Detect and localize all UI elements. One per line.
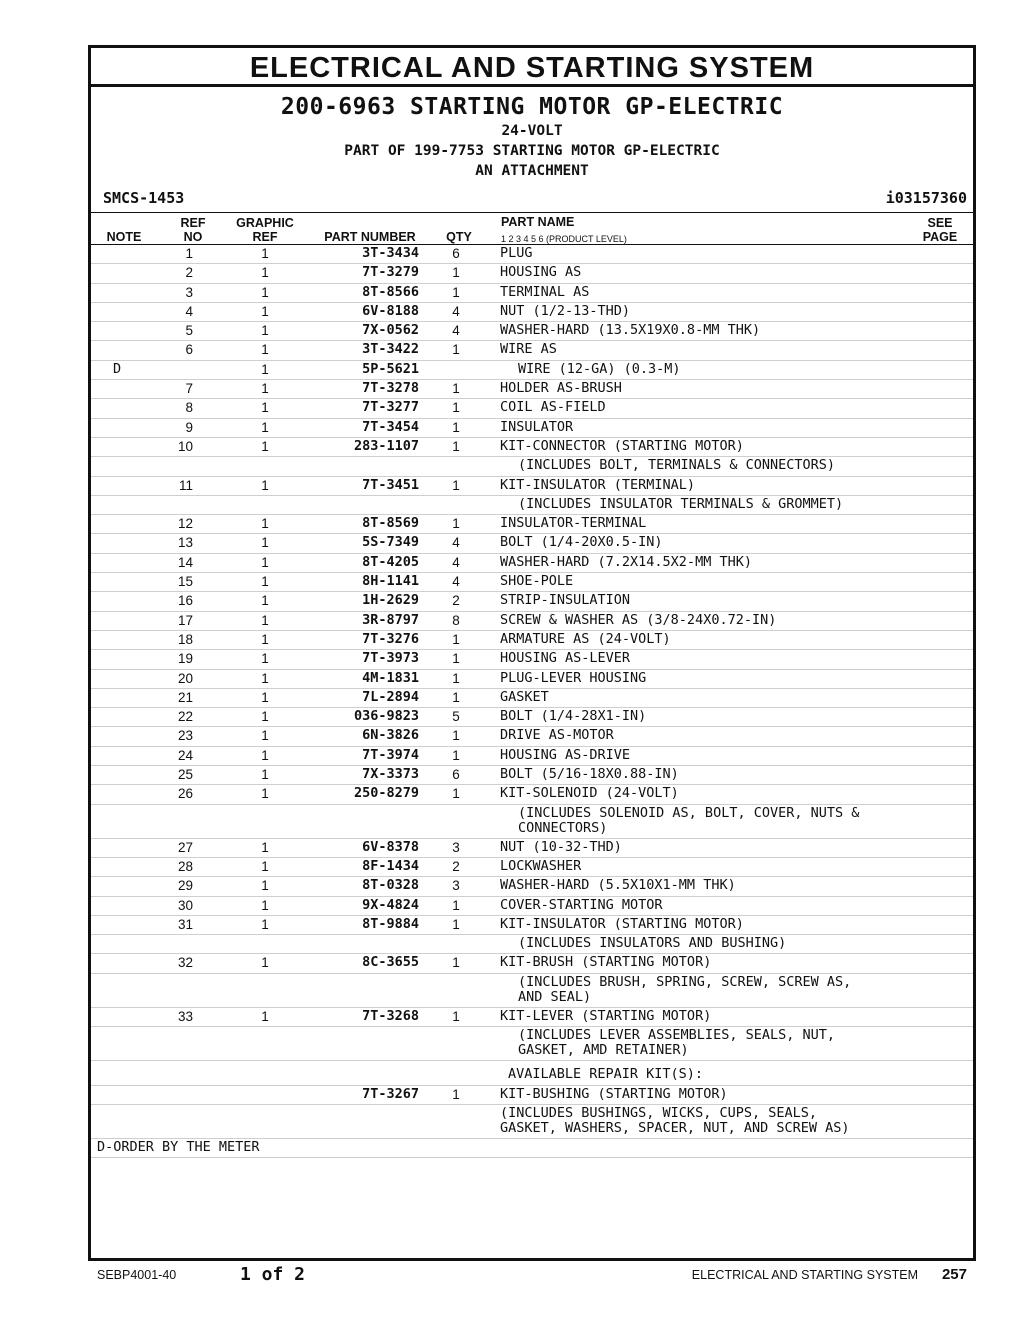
part-number-cell: 036-9823 [353,708,419,725]
table-row [91,457,973,476]
part-name-cell: SCREW & WASHER AS (3/8-24X0.72-IN) [500,611,777,628]
part-number-cell: 7T-3454 [362,418,419,435]
qty-cell: 1 [452,284,460,300]
subtitle-attachment: AN ATTACHMENT [475,163,589,179]
graphic-ref-cell: 1 [261,342,269,358]
table-row [91,858,973,877]
part-number-cell: 7T-3451 [362,476,419,493]
product-level-scale: 1 2 3 4 5 6 (PRODUCT LEVEL) [501,234,627,244]
table-row [91,897,973,916]
table-row [91,974,973,1008]
graphic-ref-cell: 1 [261,323,269,339]
col-see-page-line1: SEE [927,216,953,230]
ref-no-cell: 13 [177,535,193,551]
qty-cell: 4 [452,323,460,339]
part-number-cell: 8T-8569 [362,515,419,532]
table-row [91,689,973,708]
part-name-cell: (INCLUDES SOLENOID AS, BOLT, COVER, NUTS & CONNECTORS) [518,804,860,836]
graphic-ref-cell: 1 [261,419,269,435]
part-number-cell: 4M-1831 [362,669,419,686]
part-number-cell: 7L-2894 [362,688,419,705]
table-row [91,708,973,727]
qty-cell: 4 [452,303,460,319]
qty-cell: 1 [452,342,460,358]
part-number-cell: 5S-7349 [362,534,419,551]
table-row [91,954,973,973]
section-title: ELECTRICAL AND STARTING SYSTEM [249,52,815,84]
qty-cell: 1 [452,516,460,532]
part-name-cell: (INCLUDES LEVER ASSEMBLIES, SEALS, NUT, GASKET, AMD RETAINER) [518,1026,835,1058]
part-number-cell: 283-1107 [353,437,419,454]
illustration-id: i03157360 [885,189,967,207]
graphic-ref-cell: 1 [261,516,269,532]
table-row [91,303,973,322]
graphic-ref-cell: 1 [261,631,269,647]
qty-cell: 6 [452,246,460,261]
part-number-cell: 5P-5621 [362,360,419,377]
part-number-cell: 3T-3434 [362,245,419,261]
table-row [91,612,973,631]
part-number-cell: 6V-8378 [362,838,419,855]
table-row [91,264,973,283]
qty-cell: 1 [452,631,460,647]
graphic-ref-cell: 1 [261,858,269,874]
ref-no-cell: 25 [177,767,193,783]
ref-no-cell: 18 [177,631,193,647]
qty-cell: 2 [452,593,460,609]
footer-page-number: 257 [941,1266,967,1283]
graphic-ref-cell: 1 [261,878,269,894]
part-name-cell: KIT-CONNECTOR (STARTING MOTOR) [500,437,744,454]
ref-no-cell: 29 [177,878,193,894]
part-name-cell: COIL AS-FIELD [500,399,606,416]
ref-no-cell: 26 [177,786,193,802]
graphic-ref-cell: 1 [261,381,269,397]
table-row [91,839,973,858]
col-ref-no-line1: REF [180,216,206,230]
col-see-page-line2: PAGE [922,230,958,244]
part-number-cell: 8T-4205 [362,553,419,570]
qty-cell: 1 [452,897,460,913]
ref-no-cell: 4 [185,303,193,319]
part-name-cell: SHOE-POLE [500,573,574,590]
qty-cell: 2 [452,858,460,874]
part-number-cell: 6N-3826 [362,727,419,744]
table-row [91,341,973,360]
part-number-cell: 3R-8797 [362,611,419,628]
part-name-cell: (INCLUDES INSULATORS AND BUSHING) [518,935,787,952]
qty-cell: 6 [452,767,460,783]
table-row [91,322,973,341]
part-name-cell: HOUSING AS [500,264,582,281]
table-row [91,1027,973,1061]
qty-cell: 1 [452,786,460,802]
col-ref-no-line2: NO [183,230,203,244]
ref-no-cell: 11 [178,477,193,493]
qty-cell: 1 [452,955,460,971]
ref-no-cell: 12 [177,516,193,532]
graphic-ref-cell: 1 [261,839,269,855]
table-row [91,1086,973,1105]
part-name-cell: HOUSING AS-LEVER [500,650,631,667]
smcs-code: SMCS-1453 [103,189,185,207]
ref-no-cell: 27 [177,839,193,855]
graphic-ref-cell: 1 [261,400,269,416]
qty-cell: 1 [452,916,460,932]
qty-cell: 3 [452,839,460,855]
part-number-cell: 250-8279 [353,785,419,802]
table-row [91,670,973,689]
table-row [91,399,973,418]
graphic-ref-cell: 1 [261,593,269,609]
graphic-ref-cell: 1 [261,689,269,705]
part-name-cell: WIRE AS [500,341,557,358]
table-row [91,916,973,935]
graphic-ref-cell: 1 [261,265,269,281]
subtitle-parent: PART OF 199-7753 STARTING MOTOR GP-ELECTRIC [344,143,720,159]
part-name-cell: KIT-INSULATOR (TERMINAL) [500,476,696,493]
graphic-ref-cell: 1 [261,246,269,261]
part-number-cell: 8T-9884 [362,915,419,932]
part-name-cell: WIRE (12-GA) (0.3-M) [518,360,681,377]
part-number-cell: 7T-3278 [362,380,419,397]
graphic-ref-cell: 1 [261,477,269,493]
part-name-cell: HOLDER AS-BRUSH [500,380,622,397]
graphic-ref-cell: 1 [261,574,269,590]
table-row [91,284,973,303]
part-name-cell: KIT-LEVER (STARTING MOTOR) [500,1007,712,1024]
ref-no-cell: 2 [185,265,193,281]
parts-table [91,245,973,1158]
ref-no-cell: 7 [185,381,193,397]
ref-no-cell: 14 [177,554,193,570]
ref-no-cell: 33 [177,1008,193,1024]
table-row [91,1105,973,1139]
ref-no-cell: 1 [185,246,193,261]
ref-no-cell: 15 [177,574,193,590]
part-number-cell: 7T-3279 [362,264,419,281]
qty-cell: 1 [452,419,460,435]
part-name-cell: INSULATOR [500,418,574,435]
part-name-cell: KIT-BUSHING (STARTING MOTOR) [500,1085,728,1102]
graphic-ref-cell: 1 [261,554,269,570]
table-row [91,650,973,669]
table-row [91,573,973,592]
table-row [91,877,973,896]
table-row [91,1061,973,1086]
part-name-cell: KIT-BRUSH (STARTING MOTOR) [500,954,712,971]
qty-cell: 4 [452,574,460,590]
graphic-ref-cell: 1 [261,612,269,628]
graphic-ref-cell: 1 [261,651,269,667]
note-cell: D [113,360,122,377]
graphic-ref-cell: 1 [261,728,269,744]
table-row [91,477,973,496]
graphic-ref-cell: 1 [261,303,269,319]
part-number-cell: 7T-3268 [362,1007,419,1024]
part-number-cell: 8C-3655 [362,954,419,971]
part-number-cell: 9X-4824 [362,896,419,913]
qty-cell: 1 [452,747,460,763]
ref-no-cell: 5 [185,323,193,339]
table-row [91,935,973,954]
section-title-bar [91,48,973,87]
part-number-cell: 8T-0328 [362,877,419,894]
graphic-ref-cell: 1 [261,955,269,971]
ref-no-cell: 28 [177,858,193,874]
graphic-ref-cell: 1 [261,284,269,300]
graphic-ref-cell: 1 [261,709,269,725]
ref-no-cell: 32 [177,955,193,971]
part-name-cell: (INCLUDES BRUSH, SPRING, SCREW, SCREW AS, AND SEAL) [518,973,852,1005]
qty-cell: 4 [452,554,460,570]
ref-no-cell: 21 [177,689,193,705]
table-row [91,747,973,766]
ref-no-cell: 9 [185,419,193,435]
ref-no-cell: 3 [185,284,193,300]
table-row [91,766,973,785]
part-number-cell: 6V-8188 [362,302,419,319]
part-name-cell: (INCLUDES INSULATOR TERMINALS & GROMMET) [518,495,844,512]
graphic-ref-cell: 1 [261,670,269,686]
qty-cell: 1 [452,728,460,744]
table-row [91,245,973,264]
ref-no-cell: 8 [185,400,193,416]
part-name-cell: STRIP-INSULATION [500,592,631,609]
part-name-cell: BOLT (5/16-18X0.88-IN) [500,766,679,783]
footer-section: ELECTRICAL AND STARTING SYSTEM [691,1268,918,1282]
qty-cell: 1 [452,1086,460,1102]
qty-cell: 1 [452,1008,460,1024]
part-name-cell: NUT (10-32-THD) [500,838,622,855]
col-graphic-ref-line1: GRAPHIC [236,216,294,230]
part-name-cell: INSULATOR-TERMINAL [500,515,647,532]
col-see-page [913,216,967,244]
ref-no-cell: 24 [177,747,193,763]
col-qty: QTY [446,230,472,244]
part-name-cell: WASHER-HARD (7.2X14.5X2-MM THK) [500,553,752,570]
ref-no-cell: 16 [177,593,193,609]
graphic-ref-cell: 1 [261,916,269,932]
table-row [91,805,973,839]
part-name-cell: GASKET [500,688,549,705]
table-row [91,1008,973,1027]
part-name-cell: HOUSING AS-DRIVE [500,746,631,763]
ref-no-cell: 23 [177,728,193,744]
qty-cell: 3 [452,878,460,894]
footnote-row [91,1139,973,1158]
part-number-cell: 7T-3277 [362,399,419,416]
ref-no-cell: 20 [177,670,193,686]
table-row [91,380,973,399]
ref-no-cell: 17 [177,612,193,628]
part-number-cell: 7X-3373 [362,766,419,783]
qty-cell: 1 [452,381,460,397]
part-number-cell: 7X-0562 [362,322,419,339]
graphic-ref-cell: 1 [261,897,269,913]
part-name-cell: ARMATURE AS (24-VOLT) [500,630,671,647]
part-name-cell: LOCKWASHER [500,857,582,874]
part-name-cell: KIT-INSULATOR (STARTING MOTOR) [500,915,744,932]
part-name-cell: PLUG-LEVER HOUSING [500,669,647,686]
qty-cell: 1 [452,670,460,686]
table-row [91,631,973,650]
graphic-ref-cell: 1 [261,438,269,454]
part-name-cell: PLUG [500,245,533,261]
qty-cell: 1 [452,477,460,493]
table-row [91,727,973,746]
graphic-ref-cell: 1 [261,747,269,763]
group-title: 200-6963 STARTING MOTOR GP-ELECTRIC [280,94,784,120]
part-name-cell: KIT-SOLENOID (24-VOLT) [500,785,679,802]
part-number-cell: 3T-3422 [362,341,419,358]
qty-cell: 8 [452,612,460,628]
table-row [91,496,973,515]
col-part-number: PART NUMBER [324,230,416,244]
qty-cell: 5 [452,709,460,725]
footer-doc-id: SEBP4001-40 [97,1268,177,1282]
part-name-cell: NUT (1/2-13-THD) [500,302,631,319]
part-name-cell: WASHER-HARD (13.5X19X0.8-MM THK) [500,322,761,339]
ref-no-cell: 10 [177,438,193,454]
part-number-cell: 7T-3267 [362,1085,419,1102]
table-row [91,361,973,380]
graphic-ref-cell: 1 [261,767,269,783]
col-note: NOTE [106,230,142,244]
part-name-cell: TERMINAL AS [500,283,590,300]
part-name-cell: BOLT (1/4-28X1-IN) [500,708,647,725]
graphic-ref-cell: 1 [261,535,269,551]
table-row [91,419,973,438]
part-number-cell: 8T-8566 [362,283,419,300]
part-number-cell: 7T-3276 [362,630,419,647]
part-number-cell: 1H-2629 [362,592,419,609]
part-name-cell: DRIVE AS-MOTOR [500,727,614,744]
qty-cell: 1 [452,400,460,416]
footnote: D-ORDER BY THE METER [97,1139,260,1156]
part-name-cell: (INCLUDES BOLT, TERMINALS & CONNECTORS) [518,457,835,474]
ref-no-cell: 22 [177,709,193,725]
ref-no-cell: 19 [177,651,193,667]
qty-cell: 1 [452,689,460,705]
part-name-cell: (INCLUDES BUSHINGS, WICKS, CUPS, SEALS, GASKET, WASHERS, SPACER, NUT, AND SCREW AS) [500,1105,850,1137]
footer-page-of: 1 of 2 [240,1264,306,1285]
col-part-name: PART NAME [501,215,575,229]
part-number-cell: 8F-1434 [362,857,419,874]
col-graphic-ref-line2: REF [252,230,278,244]
qty-cell: 1 [452,651,460,667]
graphic-ref-cell: 1 [261,786,269,802]
header-divider [91,212,973,213]
table-row [91,515,973,534]
qty-cell: 1 [452,438,460,454]
col-graphic-ref [231,216,299,244]
ref-no-cell: 30 [177,897,193,913]
graphic-ref-cell: 1 [261,361,269,377]
part-name-cell: BOLT (1/4-20X0.5-IN) [500,534,663,551]
part-name-cell: COVER-STARTING MOTOR [500,896,663,913]
part-number-cell: 7T-3973 [362,650,419,667]
table-row [91,438,973,457]
part-name-cell: WASHER-HARD (5.5X10X1-MM THK) [500,877,736,894]
part-number-cell: 7T-3974 [362,746,419,763]
table-row [91,534,973,553]
graphic-ref-cell: 1 [261,1008,269,1024]
part-number-cell: 8H-1141 [362,573,419,590]
page-frame [88,45,976,1261]
table-row [91,592,973,611]
ref-no-cell: 31 [177,916,193,932]
table-row [91,785,973,804]
part-name-cell: AVAILABLE REPAIR KIT(S): [508,1065,704,1082]
ref-no-cell: 6 [185,342,193,358]
subtitle-voltage: 24-VOLT [501,123,563,139]
col-ref-no [169,216,217,244]
qty-cell: 4 [452,535,460,551]
table-row [91,554,973,573]
qty-cell: 1 [452,265,460,281]
